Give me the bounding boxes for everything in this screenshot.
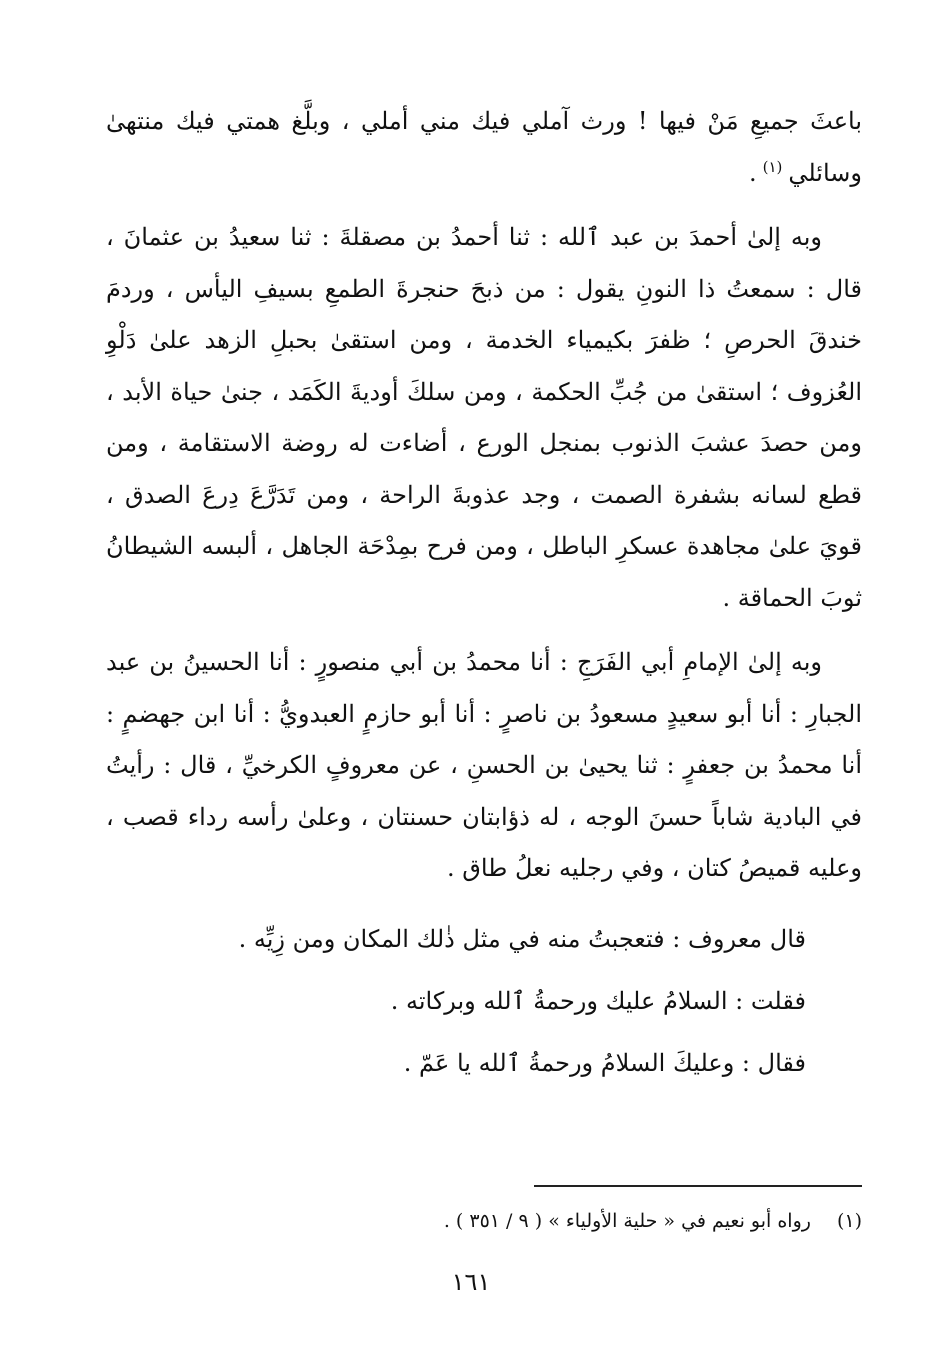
footnote <box>106 1204 862 1238</box>
paragraph-tail: . <box>748 158 757 187</box>
paragraph-continuation <box>106 96 862 199</box>
footnote-text: رواه أبو نعيم في « حلية الأولياء » ( ٩ / ٣٥١ ) . <box>443 1210 811 1232</box>
paragraph-dhun-nun: وبه إلىٰ أحمدَ بن عبد ٱلله : ثنا أحمدُ بن مصقلةَ : ثنا سعيدُ بن عثمانَ ، قال : سمعتُ ذا النونِ يقول : من ذبحَ حنجرةَ الطمعِ بسيفِ اليأس ، وردمَ خندقَ الحرصِ ؛ ظفرَ بكيمياء الخدمة ، ومن استقىٰ بحبلِ الزهد علىٰ دَلْوِ العُزوف ؛ استقىٰ من جُبِّ الحكمة ، ومن سلكَ أوديةَ الكَمَد ، جنىٰ حياة الأبد ، ومن حصدَ عشبَ الذنوب بمنجل الورع ، أضاءت له روضة الاستقامة ، ومن قطع لسانه بشفرة الصمت ، وجد عذوبةَ الراحة ، ومن تَدَرَّعَ دِرعَ الصدق ، قويَ علىٰ مجاهدة عسكرِ الباطل ، ومن فرح بمِدْحَة الجاهل ، ألبسه الشيطانُ ثوبَ الحماقة . <box>106 223 862 612</box>
dialog-line-3: فقال : وعليكَ السلامُ ورحمةُ ٱلله يا عَمّ . <box>403 1048 806 1077</box>
main-text <box>106 96 862 1094</box>
dialog-line-1: قال معروف : فتعجبتُ منه في مثل ذٰلك المكان ومن زِيِّه . <box>238 924 806 953</box>
footnote-marker: (١) <box>762 157 783 176</box>
page-number: ١٦١ <box>451 1268 491 1296</box>
footnote-divider <box>534 1185 862 1187</box>
dialog-line-2: فقلت : السلامُ عليك ورحمةُ ٱلله وبركاته . <box>390 986 806 1015</box>
paragraph-maruf-isnad: وبه إلىٰ الإمامِ أبي الفَرَجِ : أنا محمدُ بن أبي منصورٍ : أنا الحسينُ بن عبد الجبارِ : أنا أبو سعيدٍ مسعودُ بن ناصرٍ : أنا أبو حازمٍ العبدويُّ : أنا ابن جهضمٍ : أنا محمدُ بن جعفرٍ : ثنا يحيىٰ بن الحسنِ ، عن معروفٍ الكرخيِّ ، قال : رأيتُ في البادية شاباً حسنَ الوجه ، له ذؤابتان حسنتان ، وعلىٰ رأسه رداء قصب ، وعليه قميصُ كتان ، وفي رجليه نعلُ طاق . <box>106 648 862 882</box>
paragraph-text: باعثَ جميعِ مَنْ فيها ! ورث آملي فيك مني أملي ، وبلَّغ همتي فيك منتهىٰ وسائلي <box>106 107 862 187</box>
footnote-number: (١) <box>836 1210 862 1232</box>
